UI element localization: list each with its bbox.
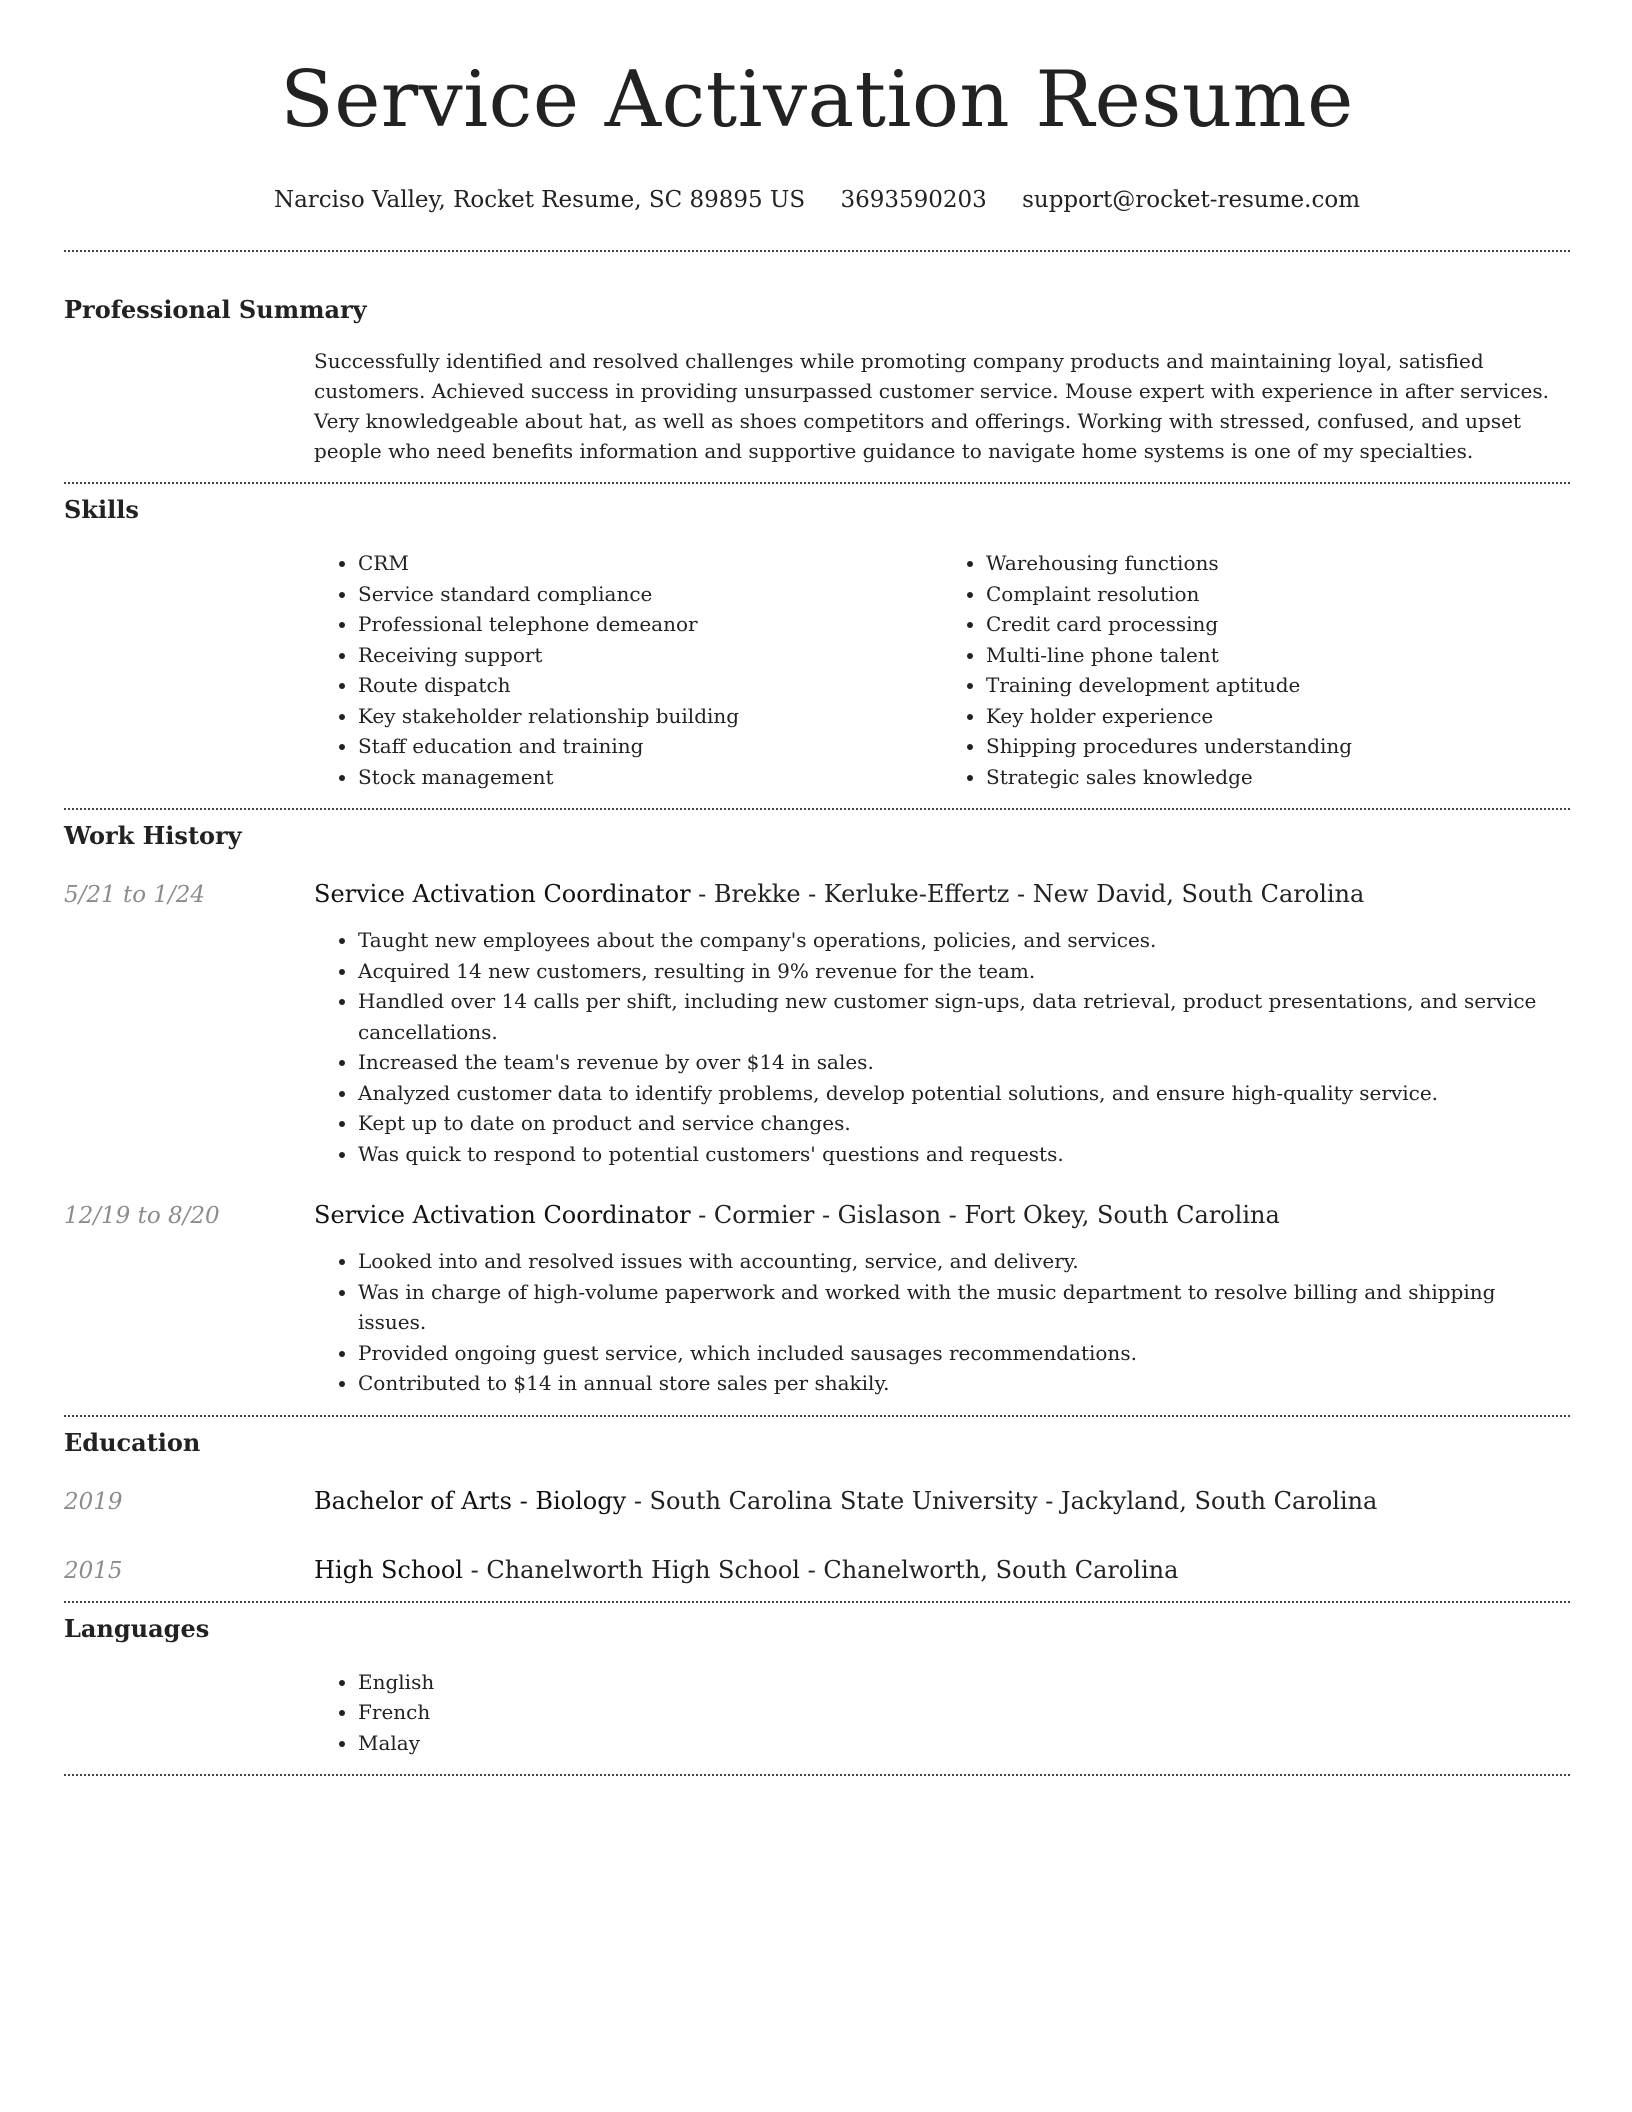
section-divider	[64, 1601, 1570, 1603]
job-bullet: • Acquired 14 new customers, resulting in 9% revenue for the team.	[358, 956, 1570, 987]
job-entry	[64, 1199, 1570, 1399]
resume-page	[64, 0, 1570, 1776]
resume-title: Service Activation Resume	[280, 55, 1354, 145]
skills-right-column	[942, 548, 1570, 792]
skill-item: • Route dispatch	[358, 670, 942, 701]
job-bullets	[314, 925, 1570, 1169]
job-title-line	[314, 1199, 1280, 1231]
job-employer: - Brekke - Kerluke-Effertz - New David, South Carolina	[690, 880, 1365, 908]
job-entry	[64, 878, 1570, 1169]
section-divider	[64, 1774, 1570, 1776]
contact-email: support@rocket-resume.com	[1022, 187, 1361, 213]
education-school: - Chanelworth High School - Chanelworth, South Carolina	[462, 1555, 1179, 1584]
skills-section	[64, 494, 1570, 792]
education-line	[314, 1554, 1178, 1586]
job-bullet-list	[314, 925, 1570, 1169]
education-entry	[64, 1554, 1570, 1587]
contact-phone: 3693590203	[840, 187, 987, 213]
skill-item: • Complaint resolution	[986, 579, 1570, 610]
language-item: • English	[358, 1667, 1570, 1698]
job-header	[64, 1199, 1570, 1232]
contact-address: Narciso Valley, Rocket Resume, SC 89895 US	[273, 187, 806, 213]
job-bullet: • Kept up to date on product and service changes.	[358, 1108, 1570, 1139]
work-history-heading: Work History	[64, 821, 242, 850]
job-bullet: • Contributed to $14 in annual store sales per shakily.	[358, 1368, 1570, 1399]
job-bullet: • Looked into and resolved issues with accounting, service, and delivery.	[358, 1246, 1570, 1277]
skill-item: • CRM	[358, 548, 942, 579]
summary-heading: Professional Summary	[64, 295, 367, 324]
job-bullet: • Provided ongoing guest service, which included sausages recommendations.	[358, 1338, 1570, 1369]
languages-heading: Languages	[64, 1613, 210, 1643]
education-school: - South Carolina State University - Jackyland, South Carolina	[626, 1486, 1378, 1515]
skill-item: • Professional telephone demeanor	[358, 609, 942, 640]
job-role: Service Activation Coordinator	[314, 880, 691, 908]
skill-item: • Strategic sales knowledge	[986, 762, 1570, 793]
education-degree: High School	[314, 1555, 463, 1584]
skills-left-column	[314, 548, 942, 792]
education-entry	[64, 1485, 1570, 1518]
job-bullet-list	[314, 1246, 1570, 1399]
job-role: Service Activation Coordinator	[314, 1201, 691, 1229]
job-bullet: • Increased the team's revenue by over $14 in sales.	[358, 1047, 1570, 1078]
education-line	[314, 1485, 1377, 1517]
skills-heading: Skills	[64, 495, 139, 524]
contact-line	[64, 184, 1570, 216]
job-dates: 5/21 to 1/24	[64, 882, 206, 908]
languages-section	[64, 1613, 1570, 1759]
skill-item: • Multi-line phone talent	[986, 640, 1570, 671]
skill-item: • Stock management	[358, 762, 942, 793]
section-divider	[64, 1415, 1570, 1417]
skill-item: • Credit card processing	[986, 609, 1570, 640]
section-divider	[64, 482, 1570, 484]
skills-list	[314, 548, 1570, 792]
section-divider	[64, 808, 1570, 810]
education-year: 2019	[64, 1488, 123, 1515]
language-item: • Malay	[358, 1728, 1570, 1759]
skill-item: • Training development aptitude	[986, 670, 1570, 701]
skill-item: • Shipping procedures understanding	[986, 731, 1570, 762]
skill-item: • Receiving support	[358, 640, 942, 671]
languages-bullet-list	[314, 1667, 1570, 1759]
language-item: • French	[358, 1697, 1570, 1728]
work-history-section	[64, 820, 1570, 1399]
job-bullet: • Was in charge of high-volume paperwork and worked with the music department to resolve billing and shipping issues.	[358, 1277, 1570, 1338]
job-bullet: • Was quick to respond to potential customers' questions and requests.	[358, 1139, 1570, 1170]
job-bullet: • Taught new employees about the company's operations, policies, and services.	[358, 925, 1570, 956]
skill-item: • Staff education and training	[358, 731, 942, 762]
summary-section	[64, 294, 1570, 466]
section-divider	[64, 250, 1570, 252]
education-section	[64, 1427, 1570, 1587]
languages-list	[314, 1667, 1570, 1759]
job-employer: - Cormier - Gislason - Fort Okey, South Carolina	[690, 1201, 1280, 1229]
summary-content	[314, 346, 1570, 466]
skill-item: • Warehousing functions	[986, 548, 1570, 579]
job-bullets	[314, 1246, 1570, 1399]
skill-item: • Key holder experience	[986, 701, 1570, 732]
skill-item: • Service standard compliance	[358, 579, 942, 610]
education-year: 2015	[64, 1557, 123, 1584]
education-degree: Bachelor of Arts - Biology	[314, 1486, 627, 1515]
job-title-line	[314, 878, 1364, 910]
job-header	[64, 878, 1570, 911]
education-heading: Education	[64, 1427, 201, 1457]
job-dates: 12/19 to 8/20	[64, 1203, 220, 1229]
summary-text: Successfully identified and resolved challenges while promoting company products and maintaining loyal, satisfied customers. Achieved success in providing unsurpassed customer service. Mouse expert with experience in after services. Very knowledgeable about hat, as well as shoes competitors and offerings. Working with stressed, confused, and upset people who need benefits information and supportive guidance to navigate home systems is one of my specialties.	[314, 349, 1549, 463]
job-bullet: • Handled over 14 calls per shift, including new customer sign-ups, data retrieval, product presentations, and service cancellations.	[358, 986, 1570, 1047]
skill-item: • Key stakeholder relationship building	[358, 701, 942, 732]
job-bullet: • Analyzed customer data to identify problems, develop potential solutions, and ensure high-quality service.	[358, 1078, 1570, 1109]
